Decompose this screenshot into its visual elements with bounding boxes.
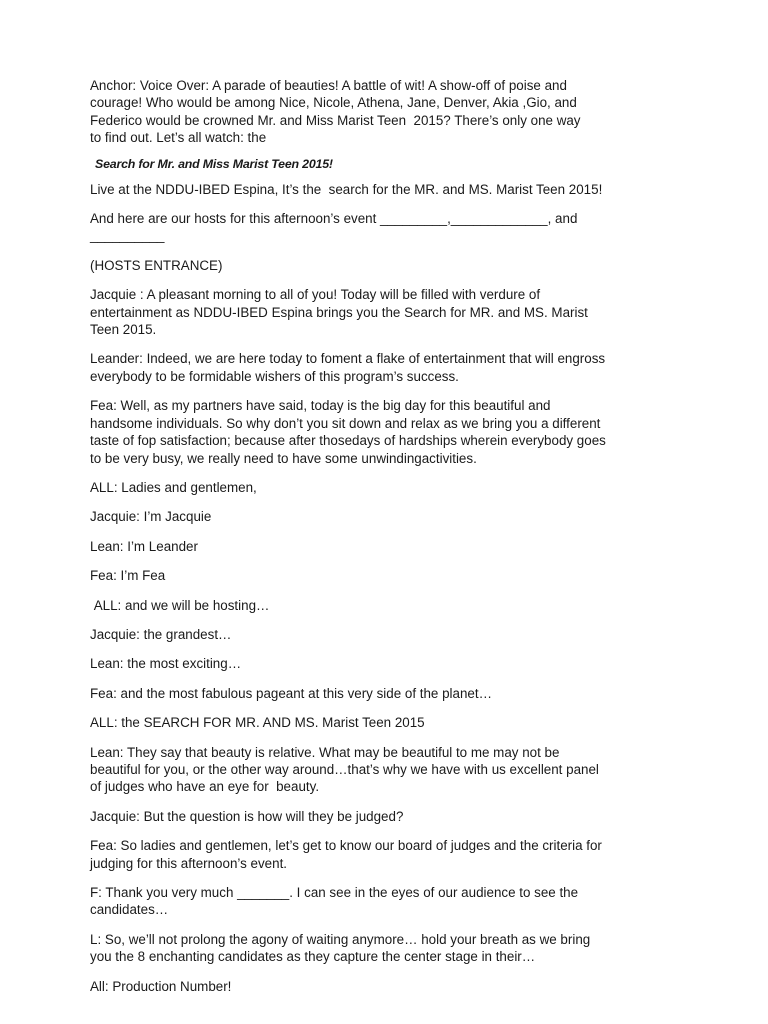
script-line-l-candidates: L: So, we’ll not prolong the agony of waiting anymore… hold your breath as we bring you the 8 enchanting candidates as they capture the center stage in their… — [90, 931, 591, 965]
script-line-all-production: All: Production Number! — [90, 978, 232, 994]
script-line-lean-beauty: Lean: They say that beauty is relative. What may be beautiful to me may not be beautiful for you, or the other way around…that’s why we have with us excellent panel of judges who have an eye for beauty. — [90, 744, 599, 795]
script-line-jacquie-name: Jacquie: I’m Jacquie — [90, 509, 212, 525]
script-line-leander-indeed: Leander: Indeed, we are here today to foment a flake of entertainment that will engross everybody to be formidable wishers of this program’s success. — [90, 351, 606, 384]
script-paragraph-hosts-intro: And here are our hosts for this afternoon’s event _________,_____________, and __________ — [90, 211, 578, 244]
script-line-lean-exciting: Lean: the most exciting… — [90, 656, 242, 672]
script-line-all-search: ALL: the SEARCH FOR MR. AND MS. Marist Teen 2015 — [90, 715, 425, 731]
script-line-jacquie-grandest: Jacquie: the grandest… — [90, 626, 232, 642]
script-paragraph-live-intro: Live at the NDDU-IBED Espina, It’s the search for the MR. and MS. Marist Teen 2015! — [90, 181, 603, 197]
script-line-lean-name: Lean: I’m Leander — [90, 538, 198, 554]
stage-direction-hosts-entrance: (HOSTS ENTRANCE) — [90, 257, 223, 273]
document-page — [90, 77, 690, 1007]
script-line-all-hosting: ALL: and we will be hosting… — [90, 597, 270, 613]
script-line-fea-fabulous: Fea: and the most fabulous pageant at this very side of the planet… — [90, 685, 492, 701]
event-title: Search for Mr. and Miss Marist Teen 2015! — [95, 156, 333, 171]
script-line-f-thank-you: F: Thank you very much _______. I can see in the eyes of our audience to see the candidates… — [90, 885, 579, 918]
script-line-fea-judges: Fea: So ladies and gentlemen, let’s get to know our board of judges and the criteria for judging for this afternoon’s event. — [90, 838, 602, 871]
script-line-all-ladies: ALL: Ladies and gentlemen, — [90, 479, 257, 495]
script-line-fea-name: Fea: I’m Fea — [90, 568, 166, 584]
script-line-jacquie-greeting: Jacquie : A pleasant morning to all of you! Today will be filled with verdure of entertainment as NDDU-IBED Espina brings you the Search for MR. and MS. Marist Teen 2015. — [90, 287, 588, 338]
opening-voice-over: Anchor: Voice Over: A parade of beauties! A battle of wit! A show-off of poise and courage! Who would be among Nice, Nicole, Athena, Jane, Denver, Akia ,Gio, and Federico would be crowned Mr. and Miss Marist Teen 2015? There’s only one way to find out. Let’s all watch: the — [90, 78, 581, 146]
script-line-fea-well: Fea: Well, as my partners have said, today is the big day for this beautiful and handsome individuals. So why don’t you sit down and relax as we bring you a different taste of fop satisfaction; because after thosedays of hardships wherein everybody goes to be very busy, we really need to have some unwindingactivities. — [90, 398, 606, 466]
script-line-jacquie-question: Jacquie: But the question is how will they be judged? — [90, 808, 404, 824]
